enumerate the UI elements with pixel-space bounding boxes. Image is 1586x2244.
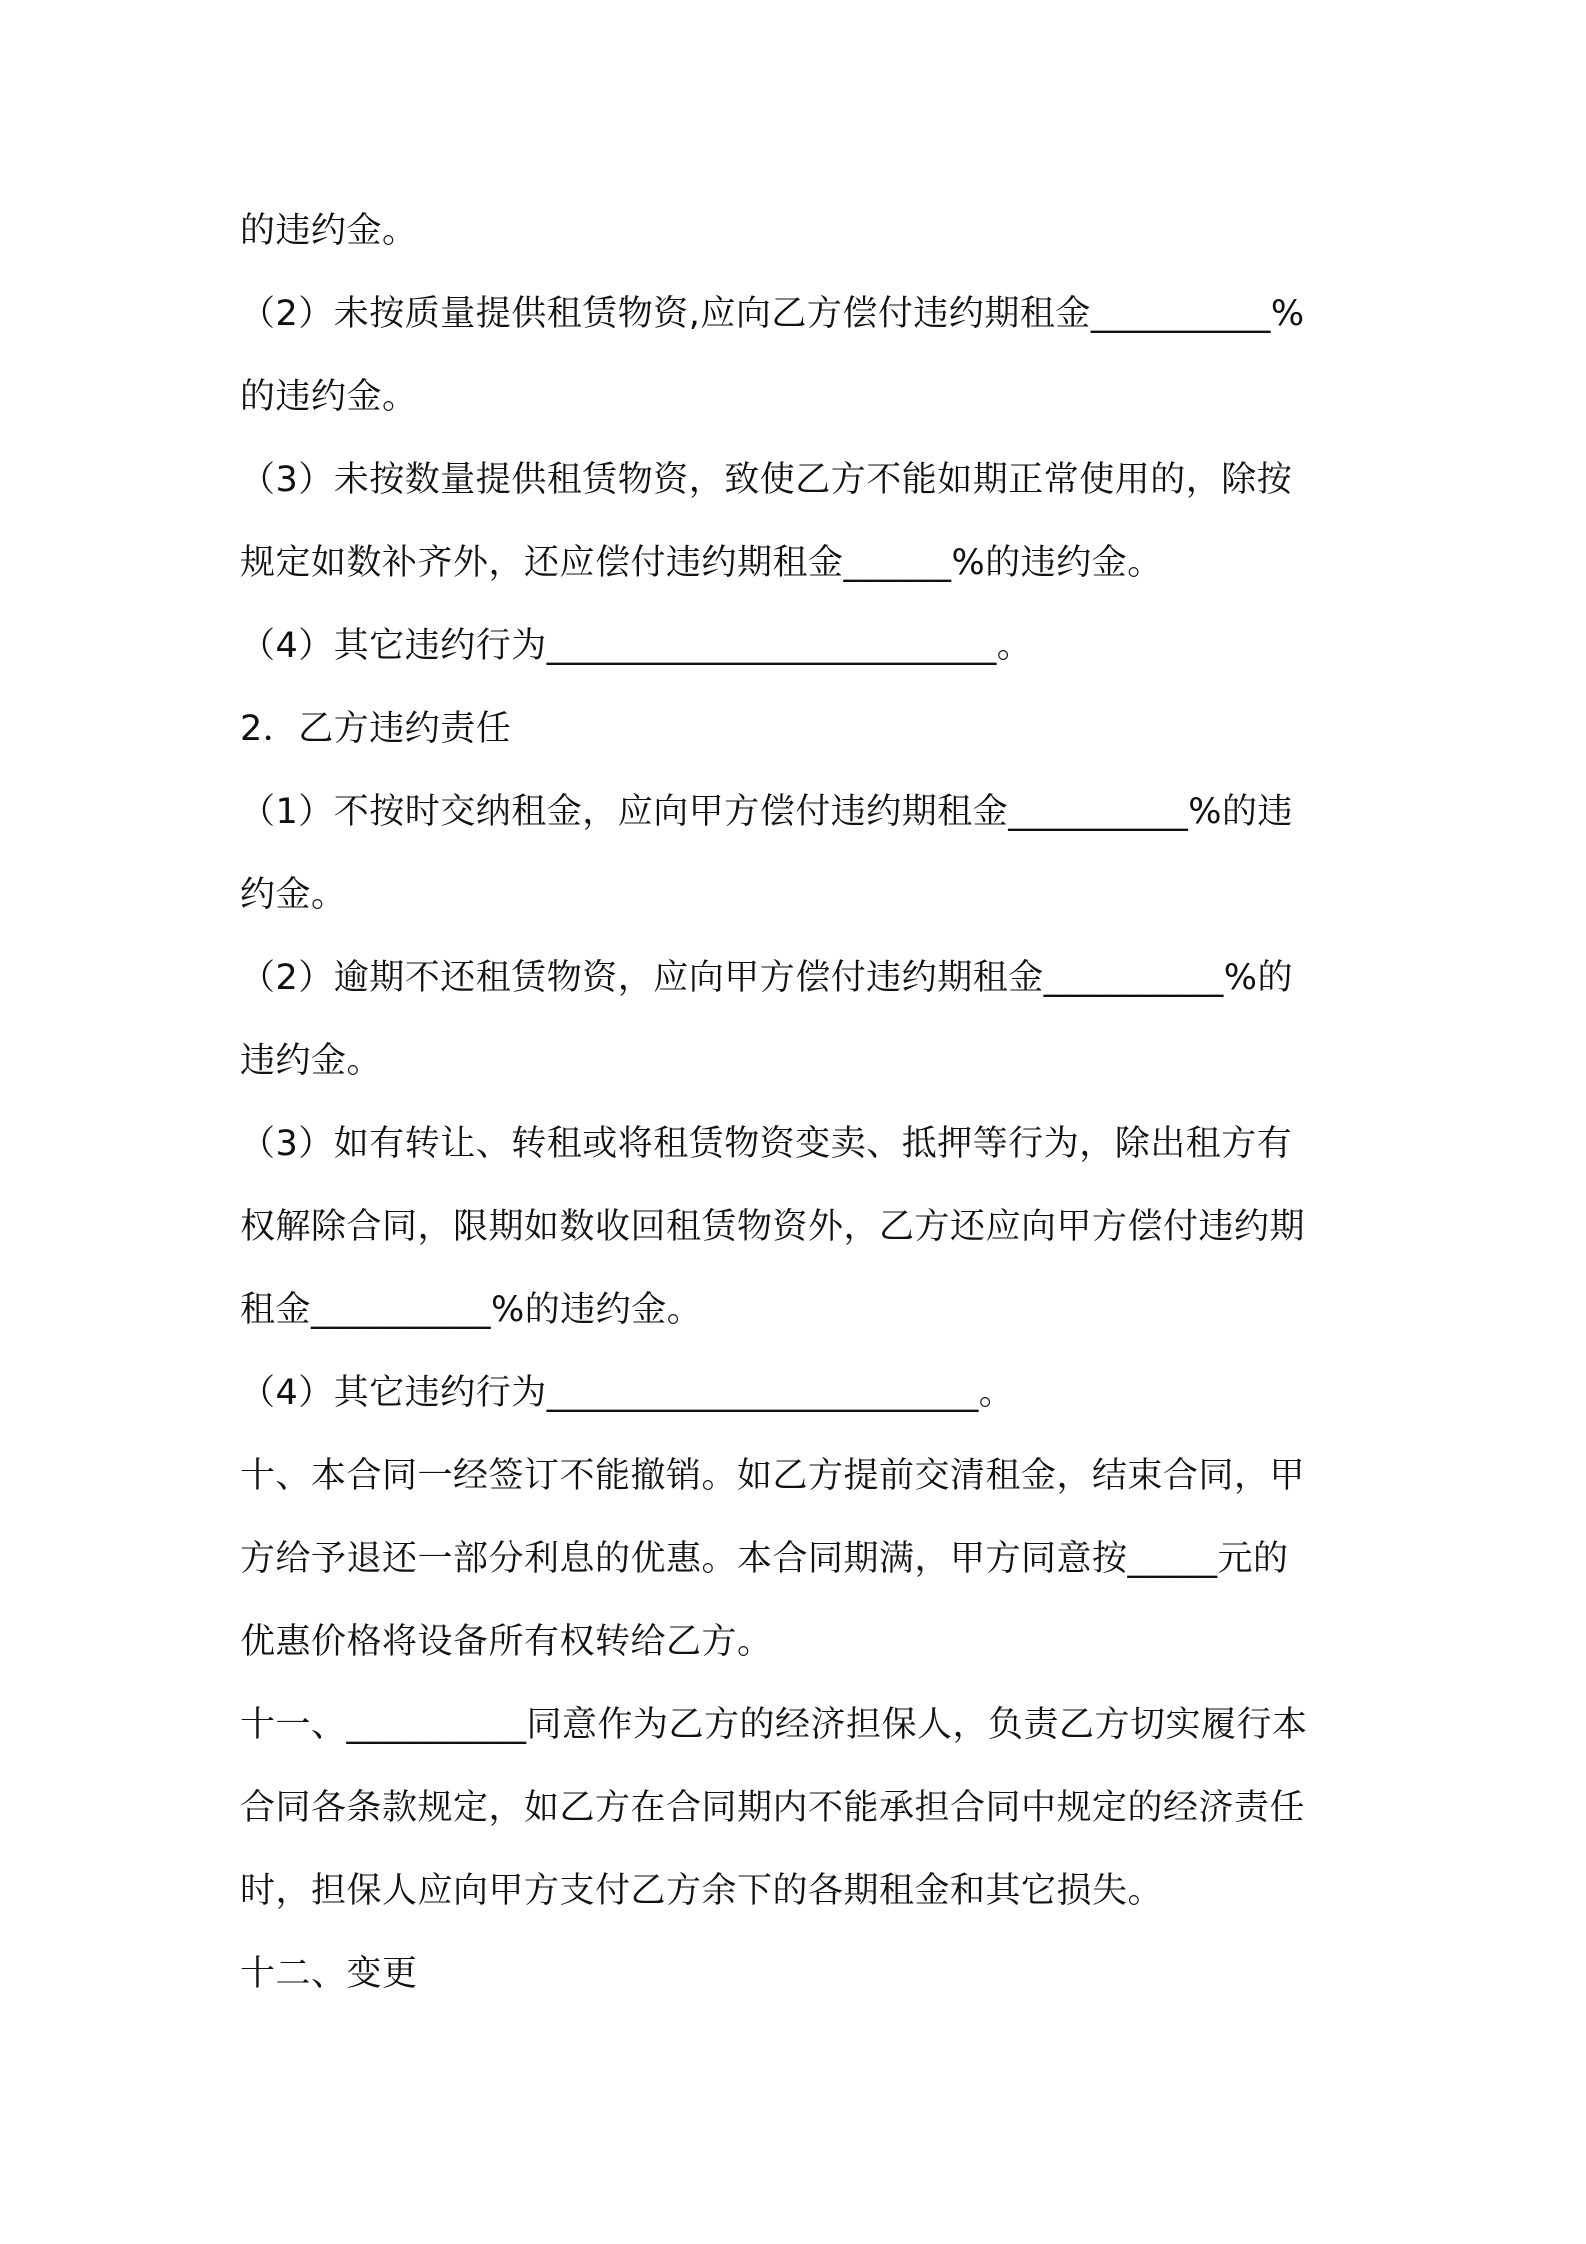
clause-11-line-3: 时，担保人应向甲方支付乙方余下的各期租金和其它损失。 — [240, 1871, 1164, 1911]
text-line-8: （1）不按时交纳租金，应向甲方偿付违约期租金__________%的违 — [240, 792, 1294, 832]
text-line-12: （3）如有转让、转租或将租赁物资变卖、抵押等行为，除出租方有 — [240, 1124, 1293, 1164]
text-line-3: 的违约金。 — [240, 377, 418, 417]
clause-12-heading: 十二、变更 — [240, 1954, 418, 1994]
text-line-9: 约金。 — [240, 875, 347, 915]
text-line-6: （4）其它违约行为_________________________。 — [240, 626, 1033, 666]
clause-10-line-3: 优惠价格将设备所有权转给乙方。 — [240, 1622, 773, 1662]
clause-11-line-1: 十一、__________同意作为乙方的经济担保人，负责乙方切实履行本 — [240, 1705, 1308, 1745]
text-line-15: （4）其它违约行为________________________。 — [240, 1373, 1015, 1413]
text-line-4: （3）未按数量提供租赁物资，致使乙方不能如期正常使用的，除按 — [240, 460, 1293, 500]
text-line-13: 权解除合同，限期如数收回租赁物资外，乙方还应向甲方偿付违约期 — [240, 1207, 1306, 1247]
text-line-11: 违约金。 — [240, 1041, 383, 1081]
section-heading-party-b-liability: 2．乙方违约责任 — [240, 709, 512, 749]
text-line-1: 的违约金。 — [240, 211, 418, 251]
contract-body — [240, 190, 1360, 2016]
clause-11-line-2: 合同各条款规定，如乙方在合同期内不能承担合同中规定的经济责任 — [240, 1788, 1306, 1828]
text-line-14: 租金__________%的违约金。 — [240, 1290, 703, 1330]
text-line-2: （2）未按质量提供租赁物资,应向乙方偿付违约期租金__________% — [240, 294, 1305, 334]
clause-10-line-1: 十、本合同一经签订不能撤销。如乙方提前交清租金，结束合同，甲 — [240, 1456, 1306, 1496]
text-line-5: 规定如数补齐外，还应偿付违约期租金______%的违约金。 — [240, 543, 1163, 583]
text-line-10: （2）逾期不还租赁物资，应向甲方偿付违约期租金__________%的 — [240, 958, 1294, 998]
clause-10-line-2: 方给予退还一部分利息的优惠。本合同期满，甲方同意按_____元的 — [240, 1539, 1289, 1579]
